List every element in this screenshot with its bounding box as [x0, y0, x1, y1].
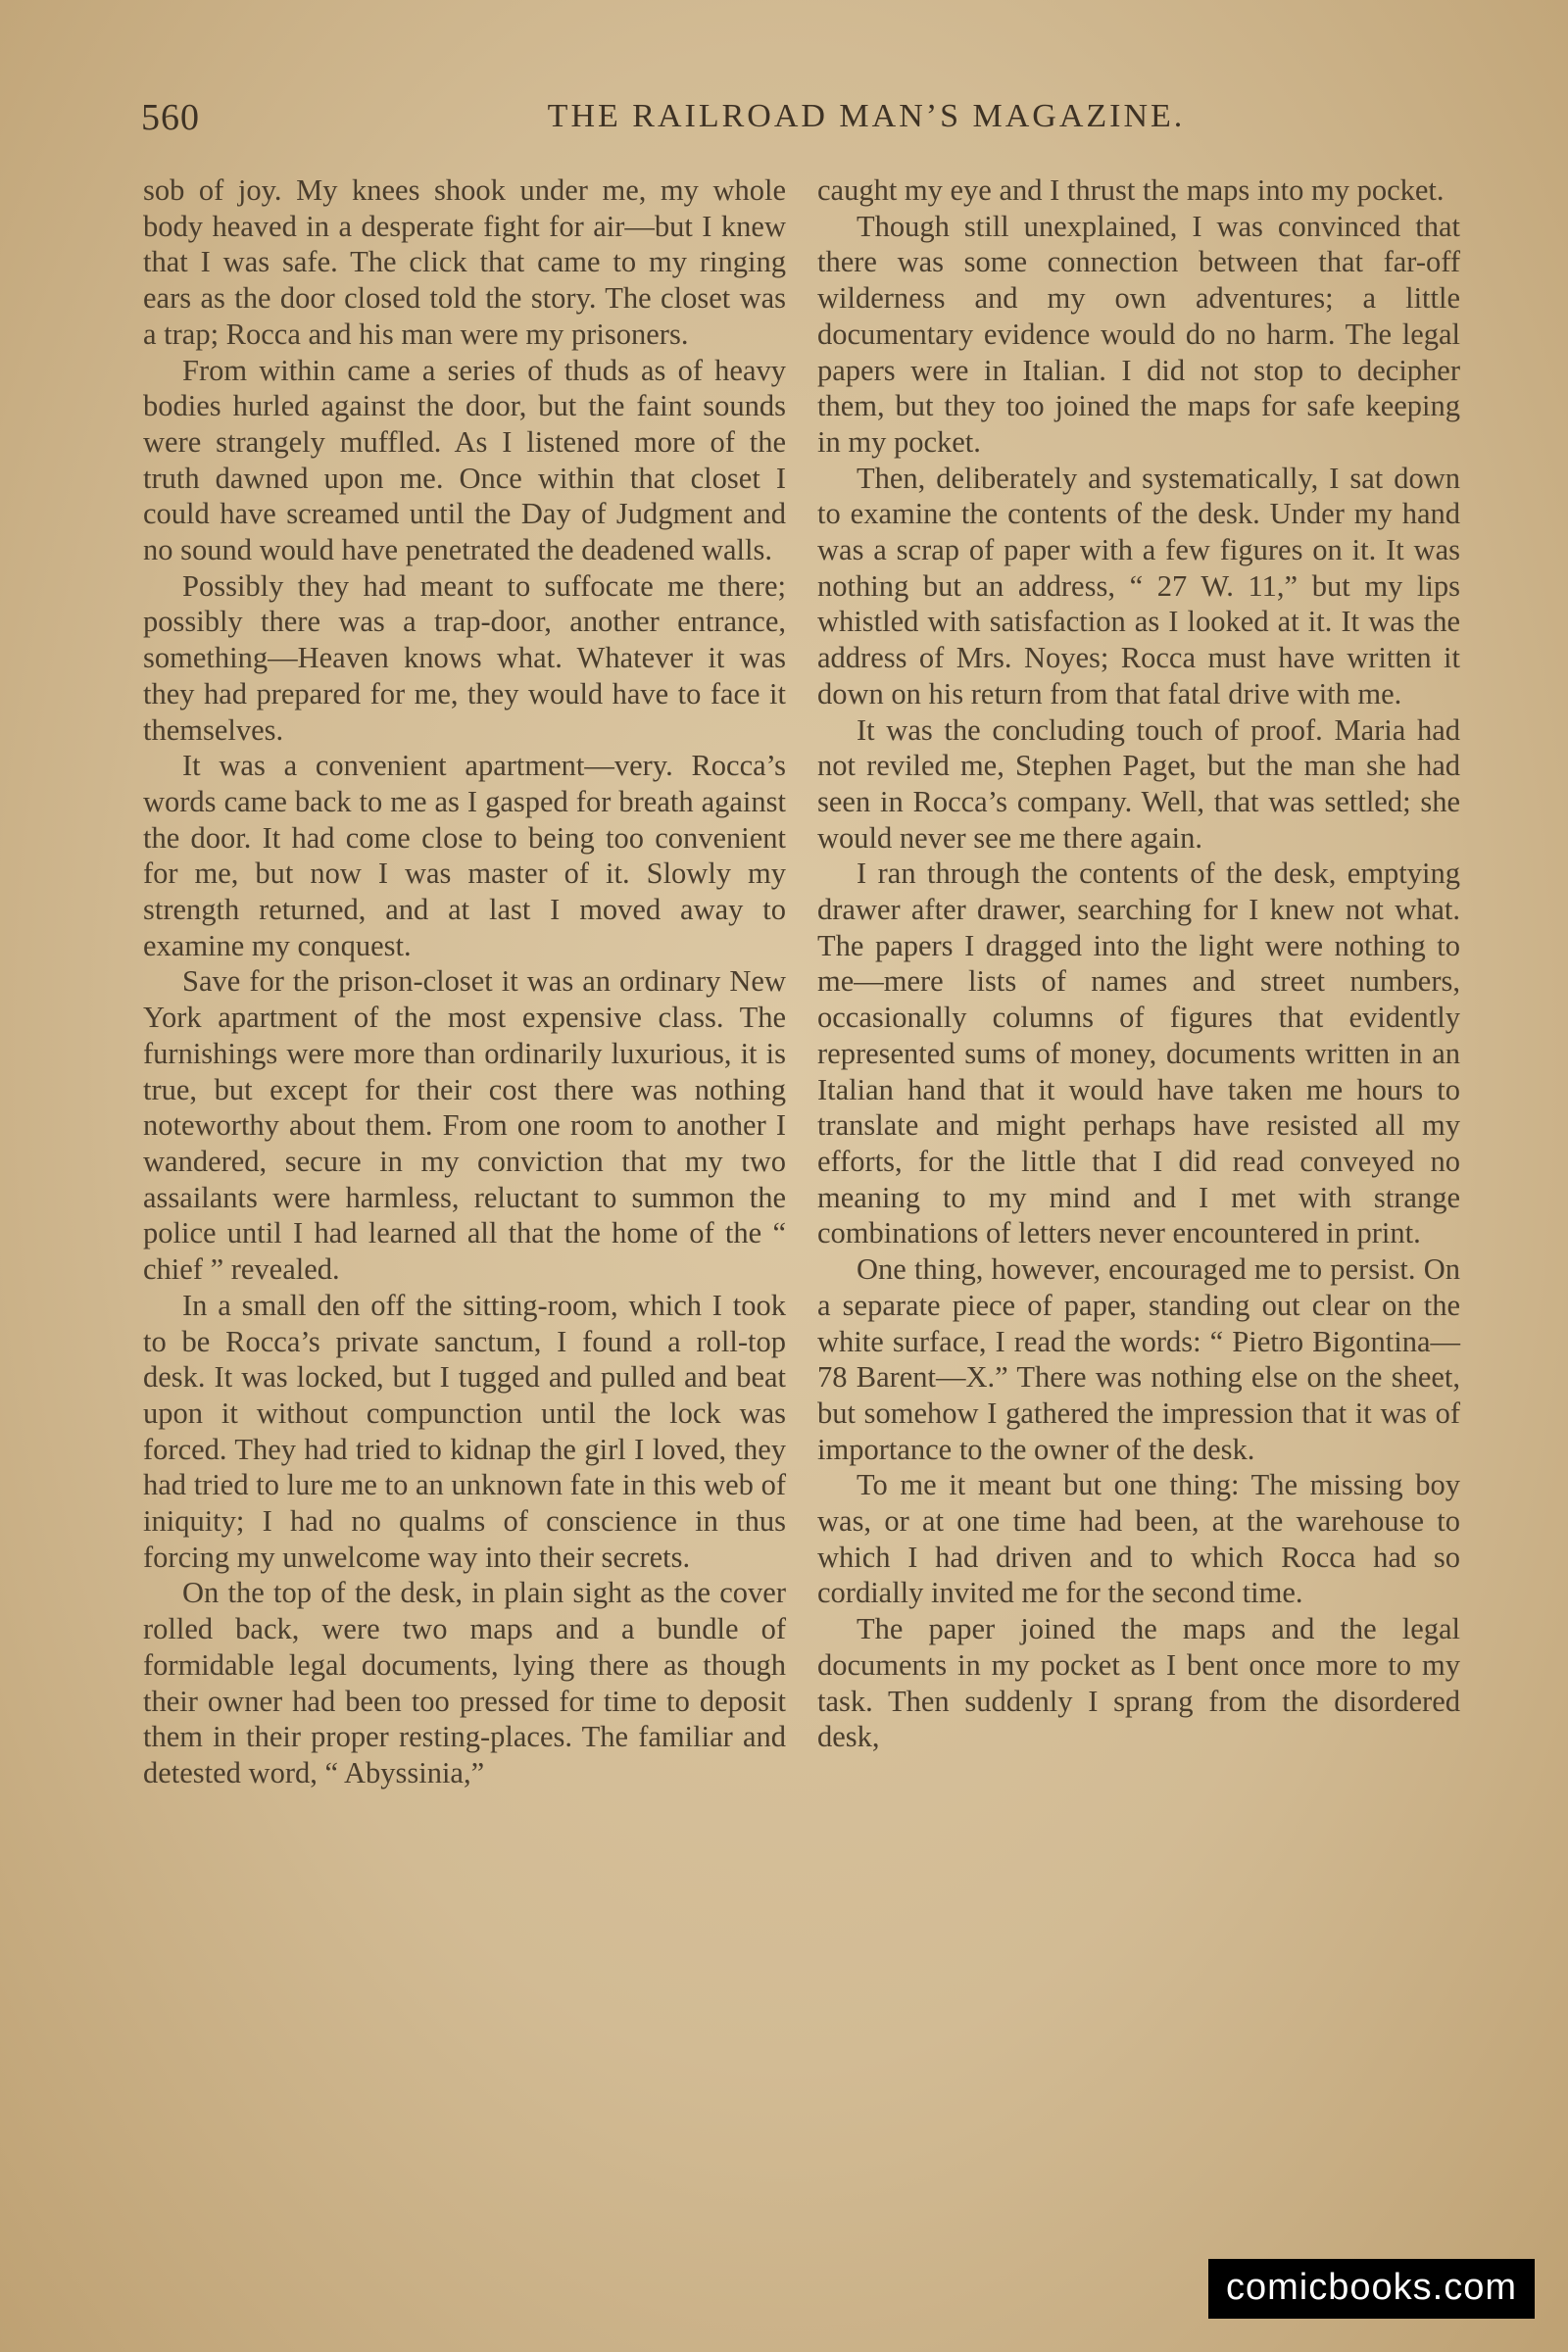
paragraph: It was a convenient apartment—very. Rocca’s words came back to me as I gasped for breath against the door. It had come close to being too convenient for me, but now I was master of it. Slowly my strength returned, and at last I moved away to examine my conquest. — [143, 749, 786, 962]
paragraph: It was the concluding touch of proof. Maria had not reviled me, Stephen Paget, but the man she had seen in Rocca’s company. Well, that was settled; she would never see me there again. — [817, 712, 1460, 855]
right-column — [817, 172, 1460, 1755]
paragraph: In a small den off the sitting-room, which I took to be Rocca’s private sanctum, I found a roll-top desk. It was locked, but I tugged and pulled and beat upon it without compunction until the lock was forced. They had tried to kidnap the girl I loved, they had tried to lure me to an unknown fate in this web of iniquity; I had no qualms of conscience in thus forcing my unwelcome way into their secrets. — [143, 1288, 786, 1574]
source-watermark: comicbooks.com — [1208, 2259, 1535, 2319]
paragraph: caught my eye and I thrust the maps into my pocket. — [817, 173, 1445, 207]
paragraph: Though still unexplained, I was convinced that there was some connection between that far-off wilderness and my own adventures; a little documentary evidence would do no harm. The legal papers were in Italian. I did not stop to decipher them, but they too joined the maps for safe keeping in my pocket. — [817, 209, 1460, 459]
paragraph: Then, deliberately and systematically, I sat down to examine the contents of the desk. Under my hand was a scrap of paper with a few figures on it. It was nothing but an address, “ 27 W. 11,” but my lips whistled with satisfaction as I looked at it. It was the address of Mrs. Noyes; Rocca must have written it down on his return from that fatal drive with me. — [817, 461, 1460, 710]
page-number: 560 — [141, 97, 200, 138]
paragraph: One thing, however, encouraged me to persist. On a separate piece of paper, standing out clear on the white surface, I read the words: “ Pietro Bigontina—78 Barent—X.” There was nothing else on the sheet, but somehow I gathered the impression that it was of importance to the owner of the desk. — [817, 1252, 1460, 1466]
paragraph: Save for the prison-closet it was an ordinary New York apartment of the most expensive class. The furnishings were more than ordinarily luxurious, it is true, but except for their cost there was nothing noteworthy about them. From one room to another I wandered, secure in my conviction that my two assailants were harmless, reluctant to summon the police until I had learned all that the home of the “ chief ” revealed. — [143, 964, 786, 1287]
paragraph: I ran through the contents of the desk, emptying drawer after drawer, searching for I knew not what. The papers I dragged into the light were nothing to me—mere lists of names and street numbers, occasionally columns of figures that evidently represented sums of money, documents written in an Italian hand that it would have taken me hours to translate and might perhaps have resisted all my efforts, for the little that I did read conveyed no meaning to my mind and I met with strange combinations of letters never encountered in print. — [817, 857, 1460, 1250]
paragraph: Possibly they had meant to suffocate me there; possibly there was a trap-door, another entrance, something—Heaven knows what. Whatever it was they had prepared for me, they would have to face it themselves. — [143, 568, 786, 747]
paragraph: The paper joined the maps and the legal documents in my pocket as I bent once more to my task. Then suddenly I sprang from the disordered desk, — [817, 1612, 1460, 1754]
running-title: THE RAILROAD MAN’S MAGAZINE. — [547, 98, 1186, 134]
paragraph: sob of joy. My knees shook under me, my whole body heaved in a desperate fight for air—but I knew that I was safe. The click that came to my ringing ears as the door closed told the story. The closet was a trap; Rocca and his man were my prisoners. — [143, 173, 786, 351]
paragraph: On the top of the desk, in plain sight as the cover rolled back, were two maps and a bundle of formidable legal documents, lying there as though their owner had been too pressed for time to deposit them in their proper resting-places. The familiar and detested word, “ Abyssinia,” — [143, 1576, 786, 1789]
paragraph: To me it meant but one thing: The missing boy was, or at one time had been, at the warehouse to which I had driven and to which Rocca had so cordially invited me for the second time. — [817, 1468, 1460, 1610]
page-header — [141, 96, 1460, 147]
paragraph: From within came a series of thuds as of heavy bodies hurled against the door, but the faint sounds were strangely muffled. As I listened more of the truth dawned upon me. Once within that closet I could have screamed until the Day of Judgment and no sound would have penetrated the deadened walls. — [143, 353, 786, 567]
left-column — [143, 172, 786, 1791]
